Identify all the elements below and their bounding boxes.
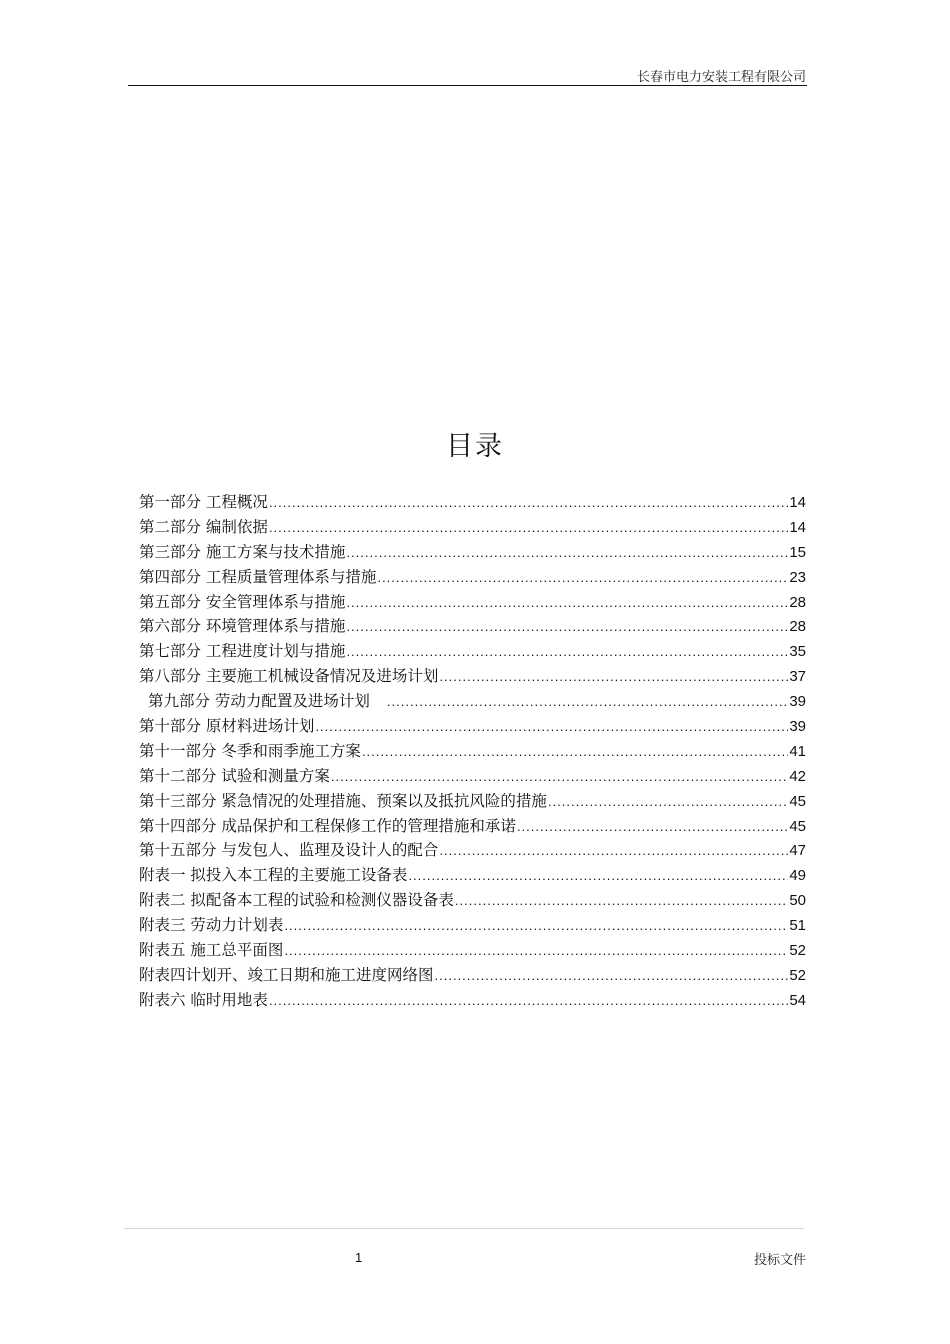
toc-entry-label: 附表二 拟配备本工程的试验和检测仪器设备表 xyxy=(139,891,454,910)
toc-entry[interactable] xyxy=(139,963,806,988)
toc-entry-page: 49 xyxy=(789,867,806,885)
header-company-name: 长春市电力安装工程有限公司 xyxy=(636,70,806,85)
toc-entry-page: 45 xyxy=(789,817,806,835)
toc-dot-leader xyxy=(377,566,788,591)
toc-dot-leader xyxy=(387,690,788,715)
toc-entry-label: 第九部分 劳动力配置及进场计划 xyxy=(148,692,370,711)
toc-dot-leader xyxy=(269,491,788,516)
toc-entry-label: 第八部分 主要施工机械设备情况及进场计划 xyxy=(139,667,439,686)
toc-dot-leader xyxy=(548,790,788,815)
toc-dot-leader xyxy=(346,640,788,665)
toc-entry-label: 附表三 劳动力计划表 xyxy=(139,916,284,935)
toc-entry[interactable] xyxy=(139,938,806,963)
toc-dot-leader xyxy=(346,541,788,566)
toc-entry-label: 第十三部分 紧急情况的处理措施、预案以及抵抗风险的措施 xyxy=(139,791,547,810)
toc-entry-page: 51 xyxy=(789,917,806,935)
toc-dot-leader xyxy=(439,839,788,864)
toc-entry[interactable] xyxy=(139,614,806,639)
toc-entry-page: 28 xyxy=(789,593,806,611)
table-of-contents xyxy=(139,490,806,1013)
toc-dot-leader xyxy=(284,939,788,964)
toc-entry-label: 附表五 施工总平面图 xyxy=(139,941,284,960)
toc-entry[interactable] xyxy=(139,664,806,689)
toc-title: 目录 xyxy=(446,431,504,462)
footer-document-label: 投标文件 xyxy=(753,1253,806,1268)
toc-entry-page: 41 xyxy=(789,742,806,760)
toc-entry-page: 45 xyxy=(789,792,806,810)
toc-entry-label: 附表四计划开、竣工日期和施工进度网络图 xyxy=(139,965,434,984)
footer-page-number: 1 xyxy=(355,1250,363,1265)
toc-entry-page: 54 xyxy=(789,991,806,1009)
toc-dot-leader xyxy=(331,765,788,790)
toc-entry-page: 50 xyxy=(789,892,806,910)
toc-entry-label: 第十部分 原材料进场计划 xyxy=(139,717,315,736)
toc-entry-page: 14 xyxy=(789,518,806,536)
toc-dot-leader xyxy=(408,864,788,889)
toc-dot-leader xyxy=(517,815,788,840)
toc-entry[interactable] xyxy=(139,988,806,1013)
toc-dot-leader xyxy=(455,889,788,914)
toc-entry-label: 第十一部分 冬季和雨季施工方案 xyxy=(139,741,361,760)
toc-entry[interactable] xyxy=(139,764,806,789)
toc-entry[interactable] xyxy=(139,689,806,714)
toc-entry[interactable] xyxy=(139,540,806,565)
toc-entry-label: 第三部分 施工方案与技术措施 xyxy=(139,542,346,561)
toc-entry-label: 第五部分 安全管理体系与措施 xyxy=(139,592,346,611)
toc-entry[interactable] xyxy=(139,789,806,814)
toc-entry[interactable] xyxy=(139,838,806,863)
toc-entry[interactable] xyxy=(139,913,806,938)
toc-entry-label: 第十二部分 试验和测量方案 xyxy=(139,766,330,785)
toc-entry-page: 47 xyxy=(789,842,806,860)
toc-dot-leader xyxy=(269,516,788,541)
toc-entry-page: 52 xyxy=(789,942,806,960)
toc-entry-label: 第六部分 环境管理体系与措施 xyxy=(139,617,346,636)
toc-entry-page: 15 xyxy=(789,543,806,561)
toc-dot-leader xyxy=(346,591,788,616)
toc-entry-label: 第十四部分 成品保护和工程保修工作的管理措施和承诺 xyxy=(139,816,516,835)
toc-dot-leader xyxy=(435,964,789,989)
toc-entry[interactable] xyxy=(139,565,806,590)
toc-entry[interactable] xyxy=(139,863,806,888)
toc-entry-page: 39 xyxy=(789,718,806,736)
toc-entry-label: 第一部分 工程概况 xyxy=(139,493,268,511)
toc-entry[interactable] xyxy=(139,515,806,540)
toc-entry[interactable] xyxy=(139,888,806,913)
toc-entry[interactable] xyxy=(139,490,806,515)
toc-entry-label: 第十五部分 与发包人、监理及设计人的配合 xyxy=(139,841,439,860)
toc-dot-leader xyxy=(284,914,788,939)
toc-entry-label: 第四部分 工程质量管理体系与措施 xyxy=(139,567,377,586)
toc-entry-page: 37 xyxy=(789,668,806,686)
toc-entry-page: 39 xyxy=(789,693,806,711)
toc-entry[interactable] xyxy=(139,739,806,764)
footer-divider xyxy=(124,1228,804,1229)
toc-entry[interactable] xyxy=(139,639,806,664)
toc-dot-leader xyxy=(346,615,788,640)
toc-entry[interactable] xyxy=(139,714,806,739)
toc-entry[interactable] xyxy=(139,814,806,839)
toc-entry-page: 42 xyxy=(789,767,806,785)
toc-entry-label: 附表六 临时用地表 xyxy=(139,990,268,1009)
toc-entry[interactable] xyxy=(139,590,806,615)
toc-entry-page: 28 xyxy=(789,618,806,636)
toc-dot-leader xyxy=(315,715,788,740)
toc-dot-leader xyxy=(362,740,788,765)
toc-entry-page: 35 xyxy=(789,643,806,661)
toc-entry-page: 14 xyxy=(789,494,806,511)
header-divider xyxy=(128,85,807,86)
toc-dot-leader xyxy=(439,665,788,690)
toc-entry-label: 第二部分 编制依据 xyxy=(139,517,268,536)
toc-entry-page: 23 xyxy=(789,568,806,586)
toc-entry-label: 附表一 拟投入本工程的主要施工设备表 xyxy=(139,866,408,885)
toc-entry-page: 52 xyxy=(789,966,806,984)
toc-entry-label: 第七部分 工程进度计划与措施 xyxy=(139,642,346,661)
toc-dot-leader xyxy=(269,989,788,1014)
